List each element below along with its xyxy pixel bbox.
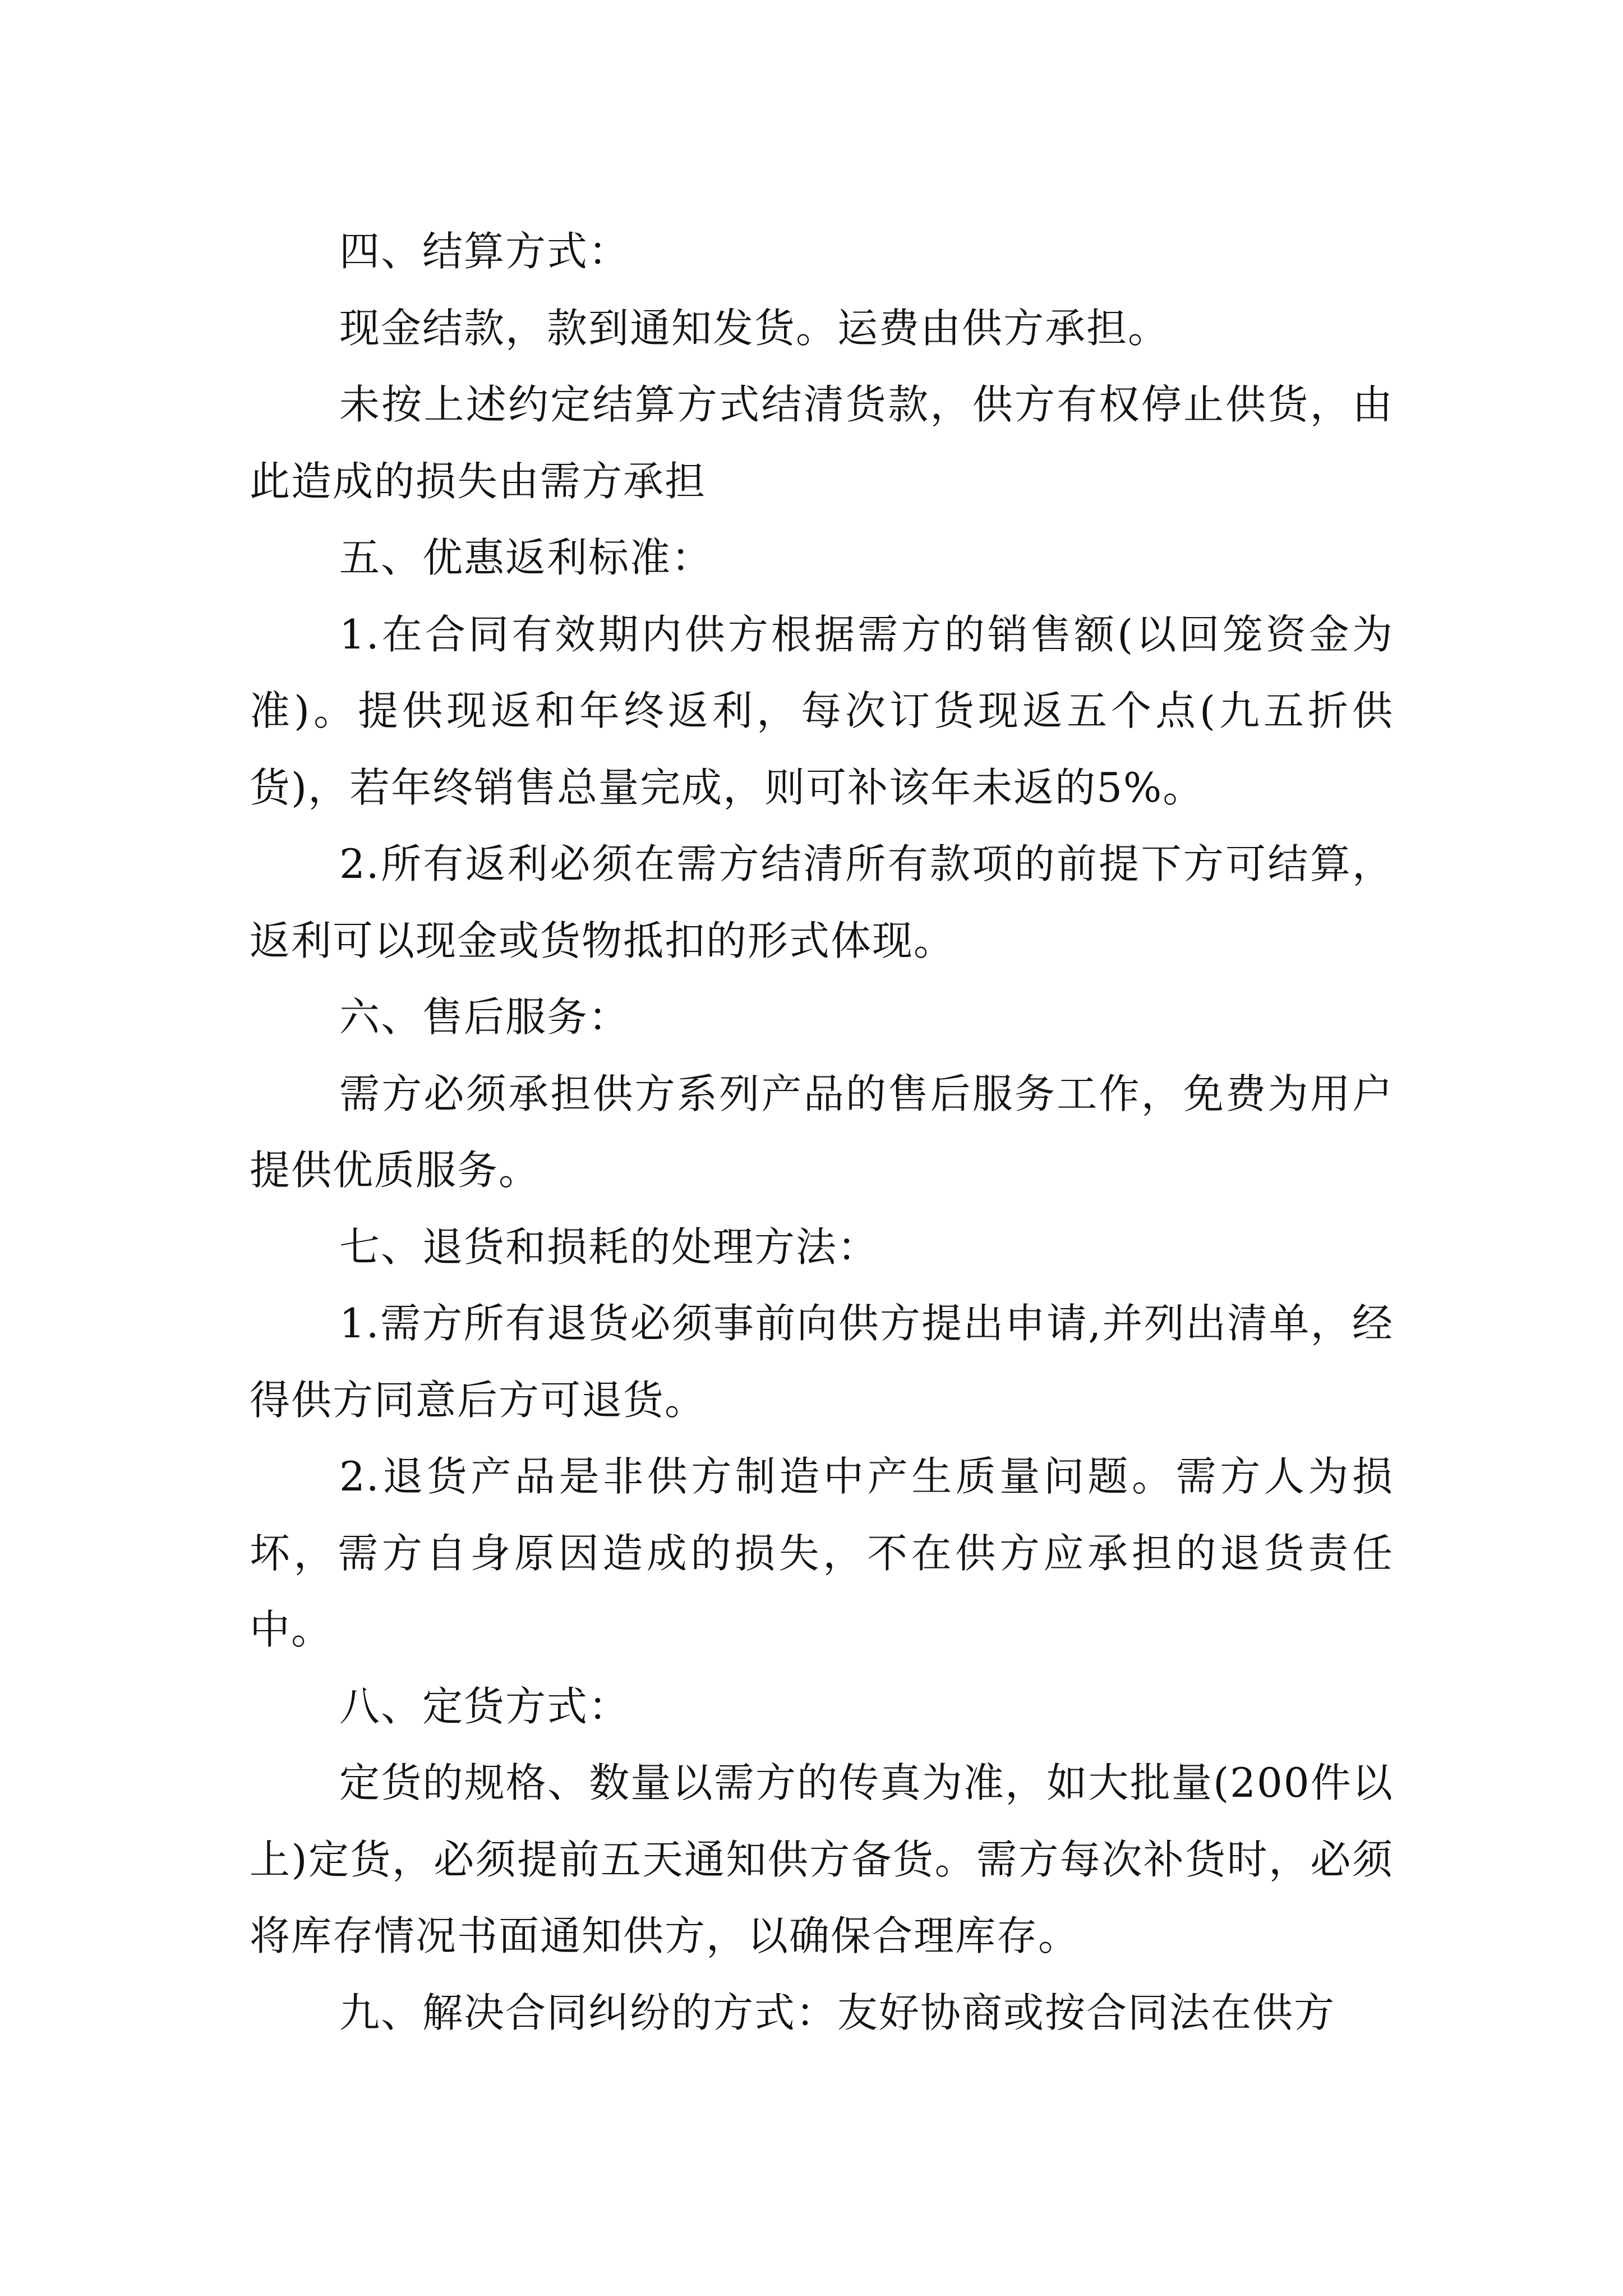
- paragraph-rebate-2: 2.所有返利必须在需方结清所有款项的前提下方可结算，返利可以现金或货物抵扣的形式体现。: [250, 840, 1394, 964]
- paragraph-rebate-1: 1.在合同有效期内供方根据需方的销售额(以回笼资金为准)。提供现返和年终返利，每次订货现返五个点(九五折供货)，若年终销售总量完成，则可补该年未返的5%。: [250, 610, 1394, 811]
- paragraph-returns-1: 1.需方所有退货必须事前向供方提出申请,并列出清单，经得供方同意后方可退货。: [250, 1300, 1394, 1424]
- paragraph-after-sales: 需方必须承担供方系列产品的售后服务工作，免费为用户提供优质服务。: [250, 1070, 1394, 1194]
- paragraph-returns-2: 2.退货产品是非供方制造中产生质量问题。需方人为损坏，需方自身原因造成的损失，不在供方应承担的退货责任中。: [250, 1453, 1394, 1653]
- section-heading-disputes: 九、解决合同纠纷的方式：友好协商或按合同法在供方: [339, 1989, 1336, 2036]
- section-heading-returns: 七、退货和损耗的处理方法：: [339, 1223, 879, 1271]
- document-page: [250, 213, 1394, 2051]
- section-heading-ordering: 八、定货方式：: [339, 1682, 630, 1730]
- section-heading-rebate: 五、优惠返利标准：: [339, 534, 713, 581]
- paragraph-ordering: 定货的规格、数量以需方的传真为准，如大批量(200件以上)定货，必须提前五天通知供方备货。需方每次补货时，必须将库存情况书面通知供方，以确保合理库存。: [250, 1759, 1394, 1959]
- paragraph-settlement-default: 未按上述约定结算方式结清货款，供方有权停止供货，由此造成的损失由需方承担: [250, 381, 1394, 505]
- section-heading-after-sales: 六、售后服务：: [339, 993, 630, 1041]
- section-heading-settlement: 四、结算方式：: [339, 228, 630, 275]
- paragraph-settlement-cash: 现金结款，款到通知发货。运费由供方承担。: [339, 304, 1170, 352]
